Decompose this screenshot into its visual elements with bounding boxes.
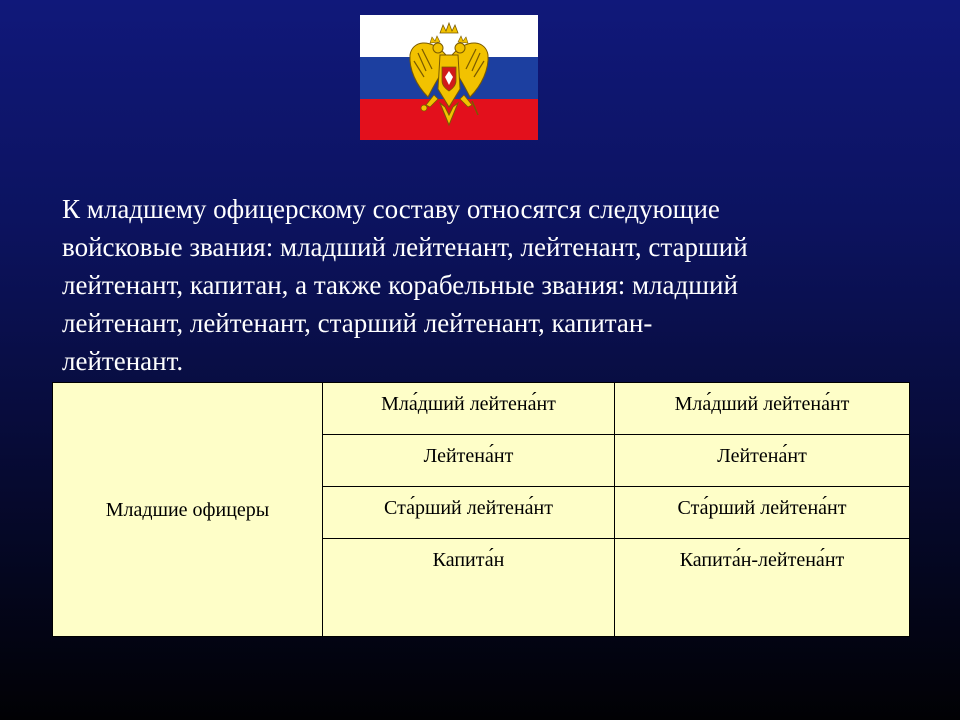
navy-rank-cell: Капита́н-лейтена́нт xyxy=(615,539,910,637)
army-rank-cell: Мла́дший лейтена́нт xyxy=(323,383,615,435)
junior-officer-ranks-table xyxy=(52,382,910,637)
navy-rank-cell: Ста́рший лейтена́нт xyxy=(615,487,910,539)
russian-flag-icon xyxy=(360,15,538,140)
navy-rank-cell: Мла́дший лейтена́нт xyxy=(615,383,910,435)
army-rank-cell: Лейтена́нт xyxy=(323,435,615,487)
flag-white-stripe xyxy=(360,15,538,57)
navy-rank-cell: Лейтена́нт xyxy=(615,435,910,487)
table-row xyxy=(53,383,910,435)
intro-paragraph: К младшему офицерскому составу относятся следующие войсковые звания: младший лейтенант, лейтенант, старший лейтенант, капитан, а также корабельные звания: младший лейтенант, лейтенант, старший лейтенант, капитан- лейтенант. xyxy=(62,194,748,376)
flag-graphic xyxy=(360,15,538,140)
army-rank-cell: Ста́рший лейтена́нт xyxy=(323,487,615,539)
army-rank-cell: Капита́н xyxy=(323,539,615,637)
group-label-cell: Младшие офицеры xyxy=(53,383,323,637)
